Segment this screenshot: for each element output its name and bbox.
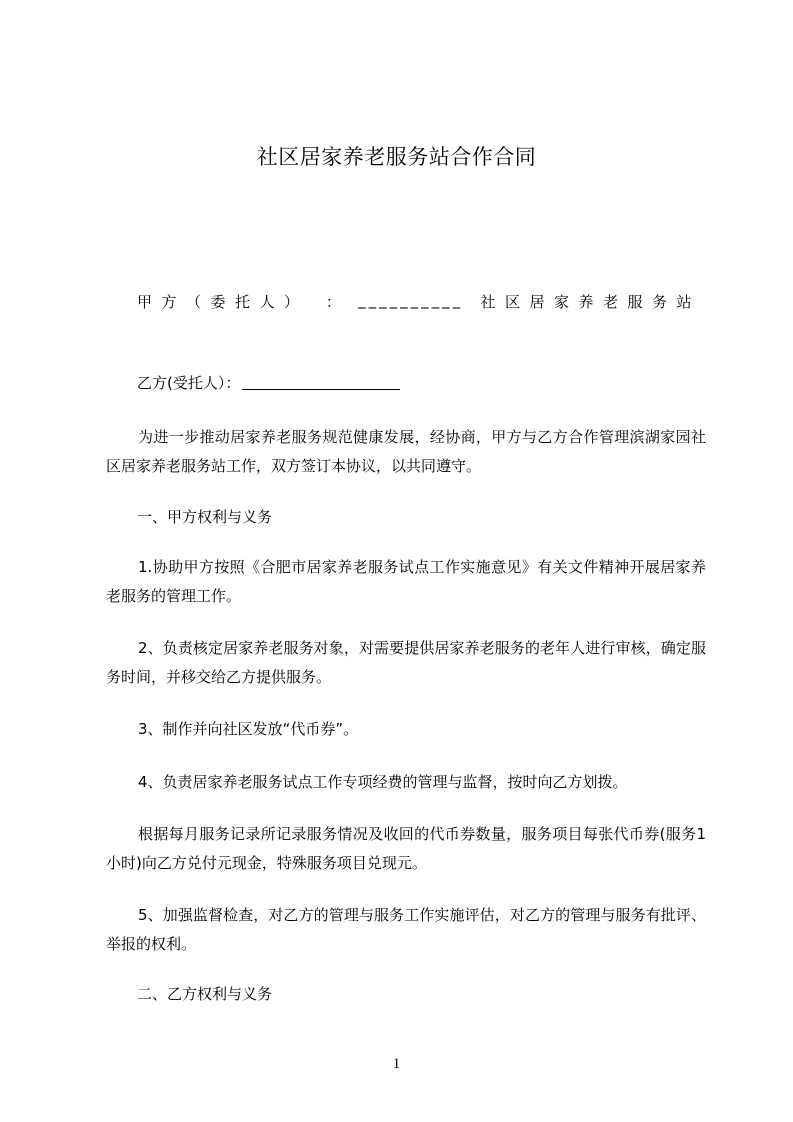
document-title: 社区居家养老服务站合作合同 xyxy=(256,145,537,169)
clause-3: 3、制作并向社区发放“代币券”。 xyxy=(138,720,359,738)
party-a-suffix: 社区居家养老服务站 xyxy=(480,293,701,311)
party-b-line xyxy=(137,372,400,393)
clause-5: 5、加强监督检查，对乙方的管理与服务工作实施评估，对乙方的管理与服务有批评、举报的权利。 xyxy=(106,906,706,953)
party-b-label: 乙方(受托人）： xyxy=(137,374,241,392)
clause-2: 2、负责核定居家养老服务对象，对需要提供居家养老服务的老年人进行审核，确定服务时间，并移交给乙方提供服务。 xyxy=(106,639,706,686)
clause-1: 1.协助甲方按照《合肥市居家养老服务试点工作实施意见》有关文件精神开展居家养老服务的管理工作。 xyxy=(106,558,706,605)
party-a-colon: ： xyxy=(325,293,341,311)
clause-4: 4、负责居家养老服务试点工作专项经费的管理与监督，按时向乙方划拨。 xyxy=(138,773,628,791)
section-heading-party-a: 一、甲方权利与义务 xyxy=(137,508,273,526)
party-a-label: 甲方（委托人） xyxy=(137,293,309,311)
party-a-line xyxy=(137,291,701,312)
intro-paragraph: 为进一步推动居家养老服务规范健康发展，经协商，甲方与乙方合作管理滨湖家园社区居家养老服务站工作，双方签订本协议，以共同遵守。 xyxy=(106,428,706,475)
clause-4-detail: 根据每月服务记录所记录服务情况及收回的代币券数量，服务项目每张代币券(服务1小时)向乙方兑付元现金，特殊服务项目兑现元。 xyxy=(106,825,706,872)
party-a-blank: __________ xyxy=(358,291,464,309)
section-heading-party-b: 二、乙方权利与义务 xyxy=(137,985,273,1003)
page-number: 1 xyxy=(392,1056,401,1072)
party-b-blank xyxy=(242,375,400,390)
